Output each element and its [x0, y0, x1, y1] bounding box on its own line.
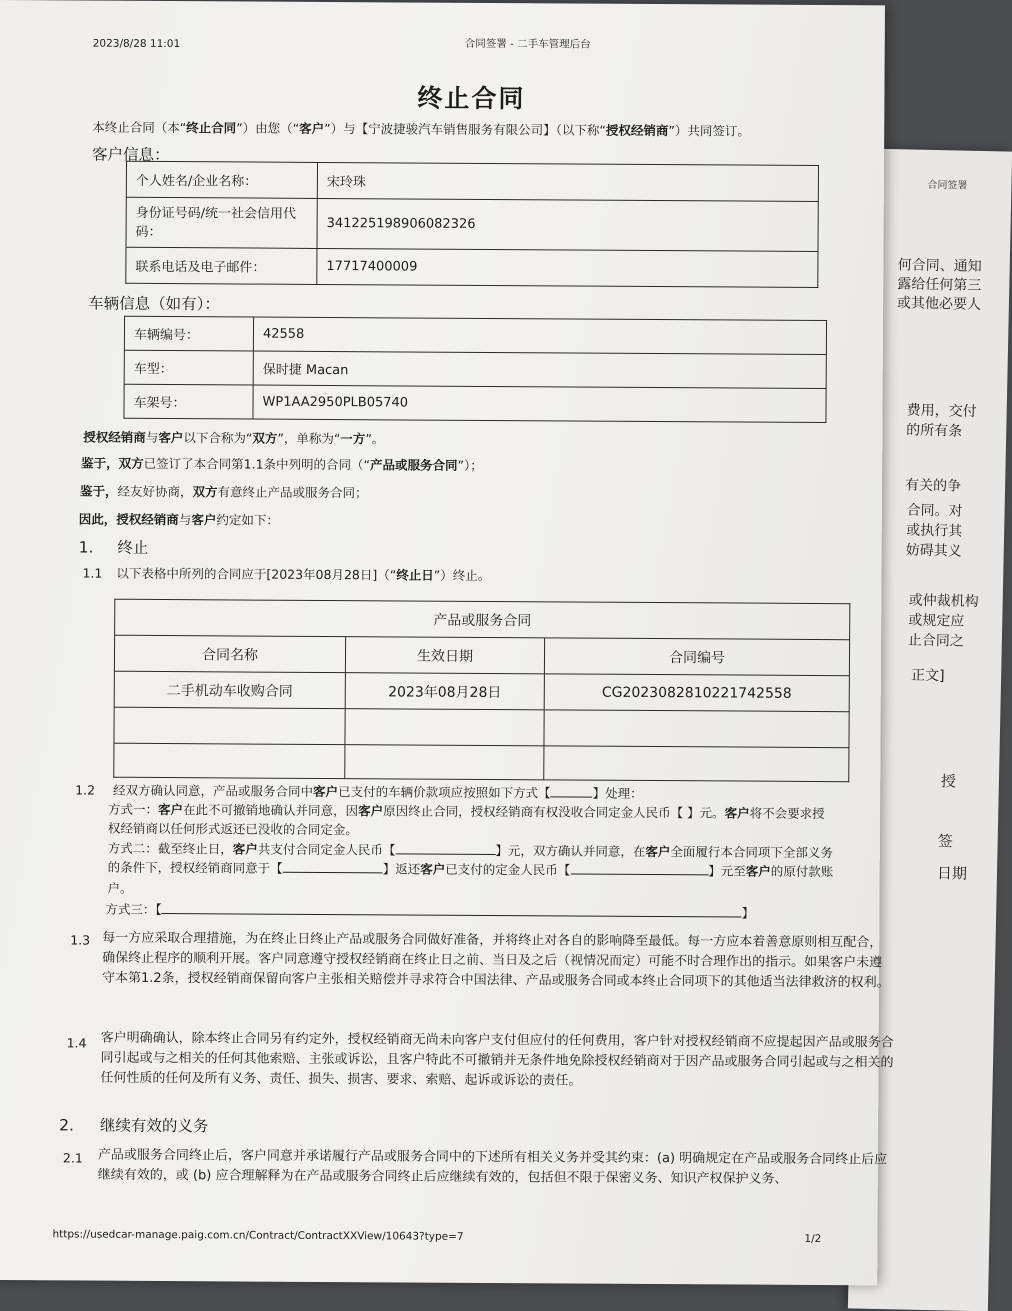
- page-number: 1/2: [804, 1232, 822, 1246]
- field-label: 联系电话及电子邮件：: [126, 247, 317, 284]
- section-2-heading: 2. 继续有效的义务: [59, 1116, 209, 1136]
- table-row: [126, 247, 818, 287]
- terminated-contracts-table: [113, 599, 850, 782]
- vin-value: WP1AA2950PLB05740: [253, 385, 826, 422]
- field-label: 身份证号码/统一社会信用代码：: [126, 197, 317, 248]
- table-row: [114, 707, 849, 747]
- second-page-fragment: 或执行其: [906, 522, 963, 540]
- customer-name-value: 宋玲珠: [317, 162, 818, 201]
- parties-definition: 授权经销商与客户以下合称为“双方”，单称为“一方”。: [83, 429, 385, 447]
- clause-1-2-method-2-cont: 的条件下，授权经销商同意于【 】返还客户已支付的定金人民币【 】元至客户的原付款账: [107, 859, 834, 880]
- effective-date-cell: 2023年08月28日: [345, 673, 544, 710]
- second-page-fragment: 妨碍其义: [905, 542, 962, 560]
- vehicle-number-value: 42558: [253, 317, 826, 354]
- field-label: 车型：: [124, 350, 253, 385]
- second-page-fragment: 或规定应: [908, 612, 965, 630]
- table-row: [126, 197, 818, 251]
- table-row: [124, 384, 826, 422]
- second-page-fragment: 露给任何第三: [897, 276, 982, 294]
- second-page-fragment: 签: [937, 832, 953, 851]
- clause-1-2-line: 1.2 经双方确认同意，产品或服务合同中客户已支付的车辆价款项应按照如下方式【 】处理：: [75, 782, 643, 801]
- therefore-clause: 因此，授权经销商与客户约定如下：: [78, 511, 279, 528]
- clause-1-2-method-3: 方式三：【 】: [105, 901, 755, 921]
- second-page-fragment: 日期: [936, 864, 968, 883]
- second-page-fragment: 正文]: [910, 667, 945, 685]
- table-row: [115, 599, 850, 639]
- contract-number-cell: CG2023082810221742558: [544, 674, 849, 712]
- second-page-fragment: 或其他必要人: [896, 295, 982, 313]
- vehicle-model-value: 保时捷 Macan: [253, 351, 826, 388]
- section-1-heading: 1. 终止: [78, 538, 149, 557]
- table-header-row: [114, 635, 849, 675]
- field-label: 个人姓名/企业名称：: [126, 161, 317, 198]
- clause-1-3-text: 每一方应采取合理措施，为在终止日终止产品或服务合同做好准备，并将终止对各自的影响降至最低。每一方应本着善意原则相互配合，确保终止程序的顺利开展。客户同意遵守授权经销商在终止日之前、当日及之后（视情况而定）可能不时合理作出的指示。如果客户未遵守本第1.2条，授权经销商保留向客户主张相关赔偿并寻求符合中国法律、产品或服务合同或本终止合同项下的其他适当法律救济的权利。: [101, 930, 890, 991]
- clause-1-4-text: 客户明确确认，除本终止合同另有约定外，授权经销商无尚未向客户支付但应付的任何费用，客户针对授权经销商不应提起因产品或服务合同引起或与之相关的任何其他索赔、主张或诉讼，且客户特此不可撤销并无条件地免除授权经销商对于因产品或服务合同引起或与之相关的任何性质的任何及所有义务、责任、损失、损害、要求、索赔、起诉或诉讼的责任。: [100, 1030, 894, 1089]
- field-label: 车辆编号：: [124, 316, 253, 351]
- clause-1-2-method-2-end: 户。: [107, 880, 133, 896]
- second-page-fragment: 合同。对: [906, 502, 963, 520]
- page-url: https://usedcar-manage.paig.com.cn/Contract/ContractXXView/10643?type=7: [52, 1228, 464, 1243]
- second-page-fragment: 或仲裁机构: [908, 592, 979, 610]
- second-page-fragment: 何合同、通知: [897, 257, 982, 275]
- intro-paragraph: 本终止合同（本“终止合同”）由您（“客户”）与【宁波捷骏汽车销售服务有限公司】（以下称“授权经销商”）共同签订。: [92, 119, 750, 139]
- second-page-fragment: 授: [940, 772, 957, 791]
- second-page-header: 合同签署: [927, 179, 968, 192]
- second-page-fragment: 费用，交付: [906, 402, 977, 420]
- table-row: [114, 671, 849, 711]
- second-page-fragment: 止合同之: [907, 632, 965, 650]
- vehicle-info-table: [123, 316, 827, 423]
- column-header: 合同编号: [544, 638, 849, 676]
- clause-2-1-text: 产品或服务合同终止后，客户同意并承诺履行产品或服务合同中的下述所有相关义务并受其约束：(a) 明确规定在产品或服务合同终止后应继续有效的，或 (b) 应合理解释为在产品或服务合同终止后应继续有效的，包括但不限于保密义务、知识产权保护义务、: [97, 1147, 888, 1187]
- clause-1-2-method-2: 方式二：截至终止日，客户共支付合同定金人民币【 】元，双方确认并同意，在客户全面履行本合同项下全部义务: [107, 840, 833, 861]
- customer-phone-value: 17717400009: [317, 248, 818, 287]
- table-caption: 产品或服务合同: [115, 599, 850, 639]
- document-title: 终止合同: [417, 83, 526, 114]
- whereas-clause: 鉴于，双方已签订了本合同第1.1条中列明的合同（“产品或服务合同”）；: [81, 455, 483, 473]
- whereas-clause: 鉴于，经友好协商，双方有意终止产品或服务合同；: [79, 483, 368, 501]
- table-row: [126, 161, 818, 201]
- customer-info-table: [125, 161, 819, 288]
- clause-1-2-method-1: 方式一：客户在此不可撤销地确认并同意，因客户原因终止合同，授权经销商有权没收合同定金人民币【 】元。客户将不会要求授: [108, 801, 825, 822]
- column-header: 生效日期: [345, 637, 544, 674]
- clause-1-3-number: 1.3: [70, 932, 91, 948]
- clause-2-1-number: 2.1: [62, 1150, 83, 1166]
- contract-name-cell: 二手机动车收购合同: [114, 671, 345, 708]
- field-label: 车架号：: [124, 384, 253, 419]
- customer-info-heading: 客户信息：: [92, 145, 170, 165]
- clause-1-2-method-1-cont: 权经销商以任何形式返还已没收的合同定金。: [107, 820, 358, 838]
- second-page-fragment: 有关的争: [904, 477, 962, 495]
- column-header: 合同名称: [114, 635, 345, 672]
- customer-id-value: 341225198906082326: [317, 198, 818, 251]
- table-row: [114, 743, 849, 781]
- clause-1-1: 1.1 以下表格中所列的合同应于[2023年08月28日]（“终止日”）终止。: [82, 565, 491, 584]
- table-row: [124, 316, 826, 354]
- print-timestamp: 2023/8/28 11:01: [92, 37, 181, 51]
- table-row: [124, 350, 826, 388]
- second-page-fragment: 的所有条: [906, 422, 963, 440]
- vehicle-info-heading: 车辆信息（如有）：: [88, 294, 220, 314]
- browser-page-title: 合同签署 - 二手车管理后台: [464, 37, 591, 51]
- clause-1-4-number: 1.4: [66, 1035, 87, 1051]
